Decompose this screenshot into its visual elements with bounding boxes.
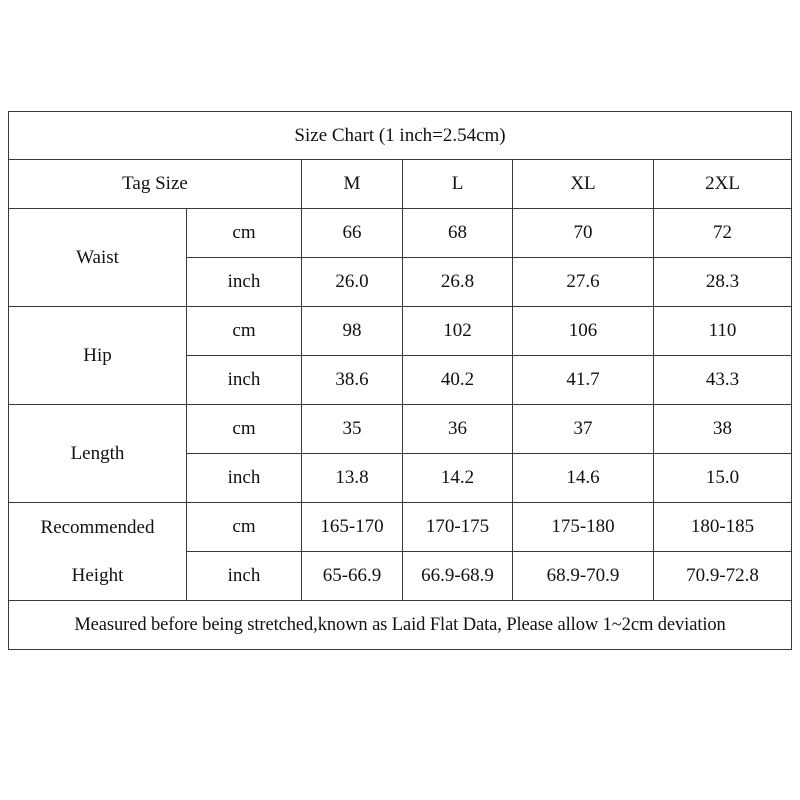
tag-size-label: Tag Size <box>9 160 302 209</box>
table-cell: 68.9-70.9 <box>513 552 654 601</box>
recommended-label-line2: Height <box>71 564 124 586</box>
table-cell: 38 <box>654 405 792 454</box>
table-cell: 13.8 <box>302 454 403 503</box>
table-cell: 170-175 <box>403 503 513 552</box>
height-cm-row <box>9 503 792 552</box>
table-cell: 70 <box>513 209 654 258</box>
table-cell: 175-180 <box>513 503 654 552</box>
table-cell: 66.9-68.9 <box>403 552 513 601</box>
table-cell: 106 <box>513 307 654 356</box>
recommended-label-line1: Recommended <box>40 516 155 538</box>
table-cell: 43.3 <box>654 356 792 405</box>
hip-cm-row <box>9 307 792 356</box>
table-cell: 70.9-72.8 <box>654 552 792 601</box>
size-chart-table <box>8 111 792 650</box>
table-cell: 165-170 <box>302 503 403 552</box>
unit-cm: cm <box>187 307 302 356</box>
waist-label: Waist <box>9 209 187 307</box>
table-cell: 36 <box>403 405 513 454</box>
size-header-2xl: 2XL <box>654 160 792 209</box>
table-cell: 14.2 <box>403 454 513 503</box>
table-cell: 180-185 <box>654 503 792 552</box>
table-cell: 66 <box>302 209 403 258</box>
table-cell: 14.6 <box>513 454 654 503</box>
table-cell: 68 <box>403 209 513 258</box>
unit-cm: cm <box>187 405 302 454</box>
measurement-footnote: Measured before being stretched,known as Laid Flat Data, Please allow 1~2cm deviation <box>9 601 792 650</box>
table-cell: 15.0 <box>654 454 792 503</box>
unit-inch: inch <box>187 258 302 307</box>
length-label: Length <box>9 405 187 503</box>
table-cell: 40.2 <box>403 356 513 405</box>
table-cell: 72 <box>654 209 792 258</box>
unit-cm: cm <box>187 503 302 552</box>
table-cell: 27.6 <box>513 258 654 307</box>
table-cell: 35 <box>302 405 403 454</box>
footnote-row <box>9 601 792 650</box>
unit-inch: inch <box>187 454 302 503</box>
size-header-m: M <box>302 160 403 209</box>
table-cell: 98 <box>302 307 403 356</box>
recommended-height-label <box>9 503 187 601</box>
table-cell: 37 <box>513 405 654 454</box>
table-cell: 65-66.9 <box>302 552 403 601</box>
table-cell: 41.7 <box>513 356 654 405</box>
size-header-xl: XL <box>513 160 654 209</box>
size-chart-title: Size Chart (1 inch=2.54cm) <box>9 112 792 160</box>
size-header-l: L <box>403 160 513 209</box>
hip-label: Hip <box>9 307 187 405</box>
table-cell: 26.0 <box>302 258 403 307</box>
waist-cm-row <box>9 209 792 258</box>
table-cell: 102 <box>403 307 513 356</box>
table-cell: 28.3 <box>654 258 792 307</box>
unit-inch: inch <box>187 356 302 405</box>
unit-cm: cm <box>187 209 302 258</box>
length-cm-row <box>9 405 792 454</box>
table-cell: 26.8 <box>403 258 513 307</box>
header-row <box>9 160 792 209</box>
table-cell: 38.6 <box>302 356 403 405</box>
unit-inch: inch <box>187 552 302 601</box>
table-cell: 110 <box>654 307 792 356</box>
title-row <box>9 112 792 160</box>
